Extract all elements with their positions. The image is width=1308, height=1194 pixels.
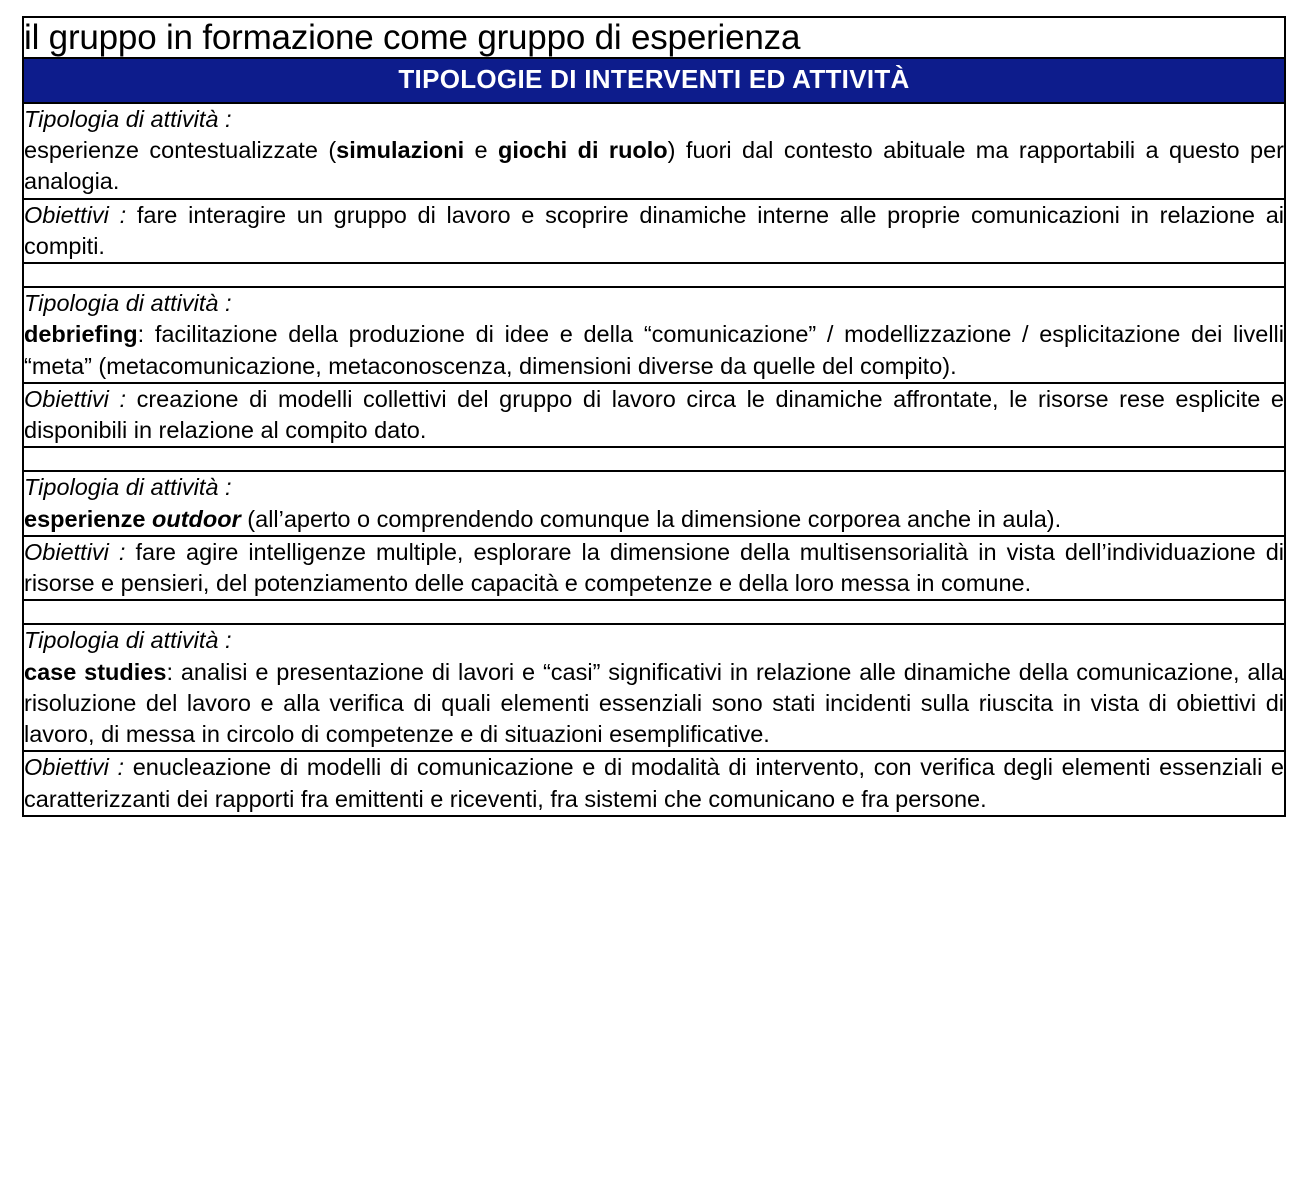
block-1-bold-giochi: giochi di ruolo [498,137,668,164]
block-2-obiettivi-label: Obiettivi : [24,385,127,412]
block-4-obiettivi-row [23,751,1285,816]
block-4-obiettivi-cell [23,751,1285,816]
block-2-bold-debriefing: debriefing [24,321,138,348]
block-4-bold-case-studies: case studies [24,658,167,685]
block-3-bolditalic-outdoor: outdoor [152,505,241,532]
block-3-bold-esperienze: esperienze [24,505,153,532]
content-table [22,16,1286,817]
block-4-tipologia-text [24,657,1284,751]
block-1-obiettivi-text [24,200,1284,263]
block-2-obiettivi-row [23,383,1285,448]
block-1-tipologia-text [24,135,1284,198]
block-4-tipologia-cell [23,624,1285,751]
block-1-obiettivi-body: fare interagire un gruppo di lavoro e scoprire dinamiche interne alle proprie comunicazioni in relazione ai compiti. [24,201,1285,259]
spacer-row-2 [23,447,1285,471]
spacer-cell-1 [23,263,1285,287]
block-1-tipologia-row [23,103,1285,199]
banner-cell [23,58,1285,103]
block-3-tipologia-cell [23,471,1285,536]
title-row [23,17,1285,58]
spacer-cell-2 [23,447,1285,471]
block-1-tipologia-label: Tipologia di attività : [24,105,232,132]
block-2-obiettivi-cell [23,383,1285,448]
block-2-obiettivi-body: creazione di modelli collettivi del gruppo di lavoro circa le dinamiche affrontate, le risorse rese esplicite e disponibili in relazione al compito dato. [24,385,1284,444]
document-page [0,16,1308,1194]
block-3-obiettivi-label: Obiettivi : [24,538,126,565]
block-2-tipologia-cell [23,287,1285,383]
block-4-text-a: : analisi e presentazione di lavori e “casi” significativi in relazione alle dinamiche della comunicazione, alla risoluzione del lavoro e alla verifica di quali elementi essenziali sono stati incidenti sulla riuscita in vista di obiettivi di lavoro, di messa in circolo di competenze e di situazioni esemplificative. [24,658,1284,748]
block-1-text-b: e [464,137,499,164]
block-1-text-a: esperienze contestualizzate ( [24,137,337,164]
block-4-obiettivi-label: Obiettivi : [24,754,125,781]
block-2-tipologia-row [23,287,1285,383]
spacer-cell-3 [23,600,1285,624]
block-3-obiettivi-cell [23,536,1285,601]
block-3-obiettivi-row [23,536,1285,601]
block-3-tipologia-text [24,504,1284,535]
block-3-tipologia-label: Tipologia di attività : [24,474,232,501]
block-3-tipologia-row [23,471,1285,536]
block-2-obiettivi-text [24,384,1284,447]
block-4-obiettivi-text [24,752,1284,815]
block-1-obiettivi-label: Obiettivi : [24,201,127,228]
block-2-tipologia-label: Tipologia di attività : [24,290,232,317]
spacer-row-1 [23,263,1285,287]
banner-row [23,58,1285,103]
block-1-obiettivi-row [23,199,1285,264]
block-1-tipologia-cell [23,103,1285,199]
block-4-obiettivi-body: enucleazione di modelli di comunicazione e di modalità di intervento, con verifica degli elementi essenziali e caratterizzanti dei rapporti fra emittenti e riceventi, fra sistemi che comunicano e fra persone. [24,754,1285,812]
block-2-tipologia-text [24,319,1284,382]
block-3-text-a: (all’aperto o comprendendo comunque la dimensione corporea anche in aula). [240,505,1062,532]
block-4-tipologia-label: Tipologia di attività : [24,627,232,654]
block-2-text-a: : facilitazione della produzione di idee e della “comunicazione” / modellizzazione / esplicitazione dei livelli “meta” (metacomunicazione, metaconoscenza, dimensioni diverse da quelle del compito). [24,321,1284,379]
title-cell [23,17,1285,58]
block-4-tipologia-row [23,624,1285,751]
block-3-obiettivi-body: fare agire intelligenze multiple, esplorare la dimensione della multisensorialità in vista dell’individuazione di risorse e pensieri, del potenziamento delle capacità e competenze e della loro messa in comune. [24,538,1285,597]
block-1-text-c: ) fuori dal contesto abituale ma rapportabili a questo per analogia. [24,137,1284,195]
section-banner: TIPOLOGIE DI INTERVENTI ED ATTIVITÀ [24,59,1284,102]
spacer-row-3 [23,600,1285,624]
block-1-obiettivi-cell [23,199,1285,264]
block-1-bold-simulazioni: simulazioni [336,137,465,164]
page-title: il gruppo in formazione come gruppo di esperienza [24,18,801,57]
block-3-obiettivi-text [24,537,1284,600]
